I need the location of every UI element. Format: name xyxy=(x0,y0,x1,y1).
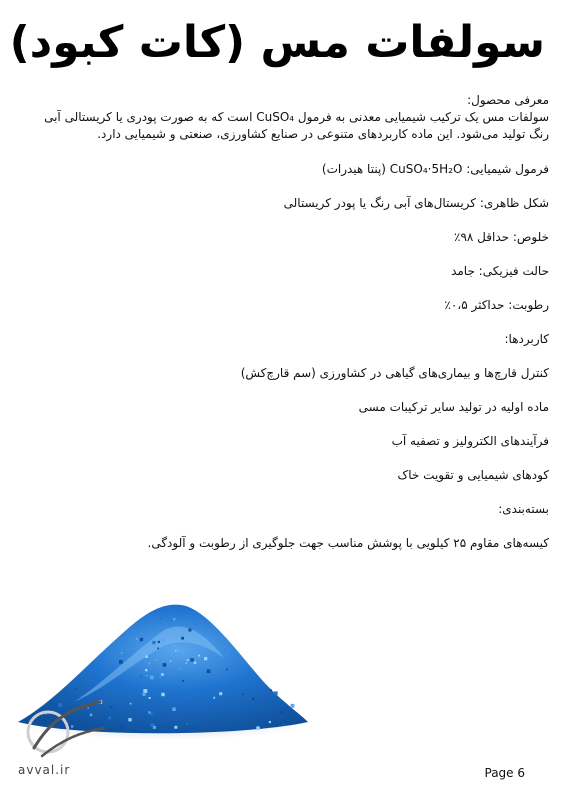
moisture-line: رطوبت: حداکثر ۰،۵٪ xyxy=(444,298,549,312)
appearance-line: شکل ظاهری: کریستال‌های آبی رنگ یا پودر کریستالی xyxy=(283,196,549,210)
application-item: کنترل قارچ‌ها و بیماری‌های گیاهی در کشاورزی (سم قارچ‌کش) xyxy=(240,366,549,380)
application-item: فرآیندهای الکترولیز و تصفیه آب xyxy=(391,434,549,448)
application-item: ماده اولیه در تولید سایر ترکیبات مسی xyxy=(358,400,549,414)
page-number: Page 6 xyxy=(484,766,525,780)
intro-heading: معرفی محصول: xyxy=(467,93,549,107)
physical-state-line: حالت فیزیکی: جامد xyxy=(451,264,549,278)
page-title: سولفات مس (کات کبود) xyxy=(9,17,545,68)
packaging-heading: بسته‌بندی: xyxy=(498,502,549,516)
document-body xyxy=(16,92,549,569)
application-item: کودهای شیمیایی و تقویت خاک xyxy=(397,468,549,482)
purity-line: خلوص: حداقل ۹۸٪ xyxy=(454,230,549,244)
intro-paragraph xyxy=(16,92,549,143)
watermark-url: avval.ir xyxy=(18,763,71,777)
applications-heading: کاربردها: xyxy=(504,332,549,346)
intro-text-line-1: سولفات مس یک ترکیب شیمیایی معدنی به فرمول CuSO₄ است که به صورت پودری یا کریستالی آبی xyxy=(44,110,549,124)
formula-line: فرمول شیمیایی: CuSO₄·5H₂O (پنتا هیدرات) xyxy=(321,162,549,176)
intro-text-line-2: رنگ تولید می‌شود. این ماده کاربردهای متنوعی در صنایع کشاورزی، صنعتی و شیمیایی دارد. xyxy=(97,127,549,141)
packaging-text: کیسه‌های مقاوم ۲۵ کیلویی با پوشش مناسب جهت جلوگیری از رطوبت و آلودگی. xyxy=(147,536,549,550)
